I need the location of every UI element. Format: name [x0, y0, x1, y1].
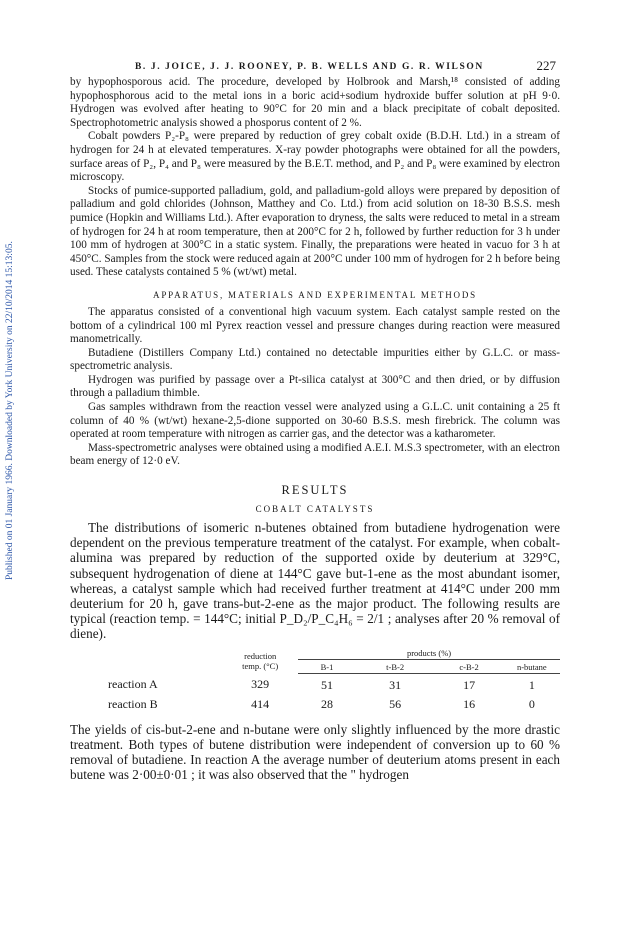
reduction-header-line1: reduction: [244, 651, 277, 662]
running-head-authors: B. J. JOICE, J. J. ROONEY, P. B. WELLS AND G. R. WILSON: [135, 62, 484, 72]
apparatus-paragraph: Butadiene (Distillers Company Ltd.) contained no detectable impurities either by G.L.C. or mass-spectrometric analysis.: [70, 346, 560, 373]
column-header: c-B-2: [434, 659, 503, 673]
table-row: [108, 693, 560, 712]
apparatus-section: [70, 306, 560, 469]
products-header: products (%): [298, 648, 560, 660]
reduction-header-line2: temp. (°C): [242, 660, 279, 671]
table-cell: 56: [389, 696, 402, 711]
discussion-section: [70, 722, 560, 783]
column-header: B-1: [298, 659, 356, 673]
table-cell: 0: [528, 696, 535, 711]
table-cell: 17: [463, 677, 476, 692]
intro-paragraph: Cobalt powders P₂-P₈ were prepared by reduction of grey cobalt oxide (B.D.H. Ltd.) in a stream of hydrogen for 24 h at elevated temperatures. X-ray powder photographs were obtained for all the powders, surface areas of P₂, P₄ and P₈ were measured by the B.E.T. method, and P₂ and P₈ were examined by electron microscopy.: [70, 130, 560, 184]
column-header: t-B-2: [356, 659, 435, 673]
table-row: [108, 673, 560, 693]
table-cell: 51: [320, 677, 333, 692]
column-header: n-butane: [504, 659, 560, 673]
table-cell: 28: [320, 696, 333, 711]
results-table: [108, 648, 560, 712]
table-cell: 31: [389, 677, 402, 692]
table-cell: 329: [251, 677, 270, 692]
row-label: reaction A: [108, 677, 158, 692]
table-cell: 1: [528, 677, 535, 692]
running-head: [70, 58, 560, 76]
results-heading: RESULTS: [281, 483, 349, 498]
intro-section: [70, 76, 560, 280]
apparatus-paragraph: The apparatus consisted of a conventional high vacuum system. Each catalyst sample rested on the bottom of a cylindrical 100 ml Pyrex reaction vessel and pressure changes during reaction were measured manometrically.: [70, 305, 560, 346]
apparatus-paragraph: Gas samples withdrawn from the reaction vessel were analyzed using a G.L.C. unit containing a 25 ft column of 40 % (wt/wt) hexane-2,5-dione supported on 30-60 B.S.S. mesh firebrick. The column was operated at room temperature with nitrogen as carrier gas, and the detector was a katharometer.: [70, 401, 560, 441]
page-content: [70, 58, 560, 782]
results-section: [70, 520, 560, 642]
intro-paragraph: Stocks of pumice-supported palladium, gold, and palladium-gold alloys were prepared by deposition of palladium and gold chlorides (Johnson, Matthey and Co. Ltd.) from acid solution on 18-30 B.S.S. mesh pumice (Hopkin and Williams Ltd.). After evaporation to dryness, the salts were reduced to metal in a stream of hydrogen for 24 h at room temperature, then at 200°C for 2 h, followed by further reduction for 3 h under 100 mm of hydrogen at 300°C in a static system. Finally, the preparations were heated in vacuo for 3 h at 450°C. Samples from the stock were reduced again at 200°C under 100 mm of hydrogen for 2 h before being used. These catalysts contained 5 % (wt/wt) metal.: [70, 184, 560, 279]
page-number: 227: [536, 58, 556, 73]
publication-notice: Published on 01 January 1966. Downloaded by York University on 22/10/2014 15:13:05.: [5, 241, 15, 580]
results-paragraph: The distributions of isomeric n-butenes obtained from butadiene hydrogenation were dependent on the previous temperature treatment of the catalyst. For example, when cobalt-alumina was prepared by reduction of the supported oxide by deuterium at 329°C, subsequent hydrogenation of diene at 144°C gave but-1-ene as the most abundant isomer, whereas, a catalyst sample which had received further treatment at 414°C under 200 mm deuterium for 20 h, gave trans-but-2-ene as the major product. The following results are typical (reaction temp. = 144°C; initial P_D₂/P_C₄H₆ = 2/1 ; analyses after 20 % removal of diene).: [70, 520, 560, 642]
publication-sidebar: [2, 180, 20, 580]
cobalt-catalysts-heading: COBALT CATALYSTS: [255, 504, 375, 515]
apparatus-paragraph: Hydrogen was purified by passage over a Pt-silica catalyst at 300°C and then dried, or by diffusion through a palladium thimble.: [70, 373, 560, 400]
intro-paragraph: by hypophosporous acid. The procedure, developed by Holbrook and Marsh,¹⁸ consisted of adding hypophosphorous acid to the metal ions in a boric acid+sodium hydroxide buffer solution at pH 9·0. Hydrogen was evolved after heating to 90°C for 20 min and a black precipitate of cobalt deposited. Spectrophotometric analysis showed a phosporus content of 2 %.: [70, 76, 560, 129]
apparatus-heading: APPARATUS, MATERIALS AND EXPERIMENTAL METHODS: [153, 289, 477, 300]
apparatus-paragraph: Mass-spectrometric analyses were obtained using a modified A.E.I. M.S.3 spectrometer, with an electron beam energy of 12·0 eV.: [70, 441, 560, 468]
table-cell: 16: [463, 696, 476, 711]
row-label: reaction B: [108, 696, 158, 711]
table-cell: 414: [251, 696, 270, 711]
discussion-paragraph: The yields of cis-but-2-ene and n-butane were only slightly influenced by the more drastic treatment. Both types of butene distribution were independent of conversion up to 60 % removal of butadiene. In reaction A the average number of deuterium atoms present in each butene was 2·00±0·01 ; it was also observed that the " hydrogen: [70, 721, 560, 783]
